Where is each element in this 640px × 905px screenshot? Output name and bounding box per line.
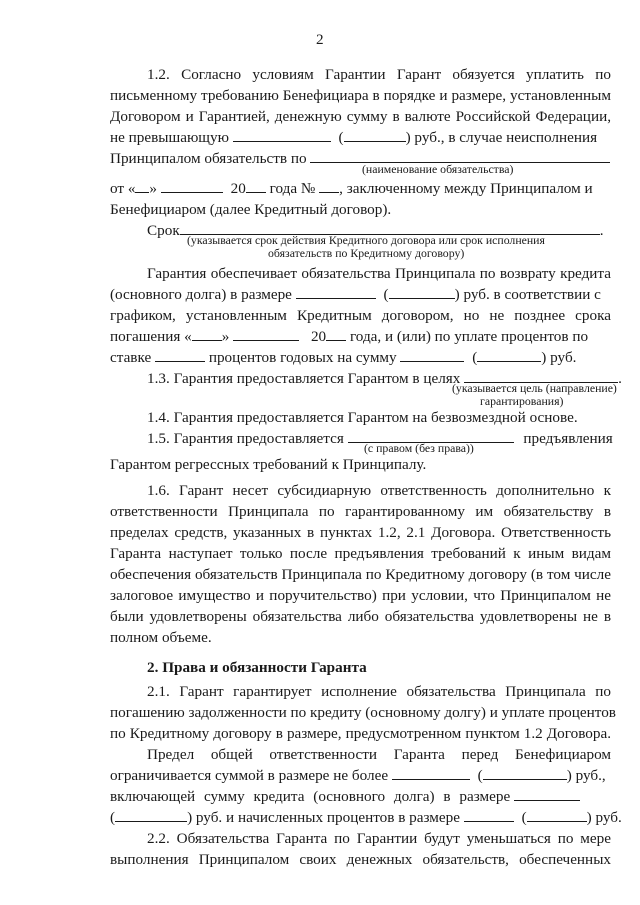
note-purpose-line-1: (указывается цель (направление) <box>452 381 617 395</box>
month-blank[interactable] <box>161 179 223 193</box>
note-term-line-1: (указывается срок действия Кредитного договора или срок исполнения <box>187 233 545 247</box>
paren-open: ( <box>383 286 389 303</box>
text-rub: ) руб. <box>541 349 577 366</box>
interest-amount-words-blank[interactable] <box>477 348 541 362</box>
clause-2-1-line-1: 2.1. Гарант гарантирует исполнение обязательства Принципала по <box>147 683 611 700</box>
secures-line-2 <box>110 285 601 305</box>
rate-blank[interactable] <box>155 348 205 362</box>
clause-1-5-text: 1.5. Гарантия предоставляется <box>147 430 344 447</box>
clause-2-2-line-2: выполнения Принципалом своих денежных обязательств, обеспеченных <box>110 851 611 868</box>
text-rate: ставке <box>110 349 152 366</box>
text-repayment: погашения « <box>110 328 192 345</box>
loan-amount-words-blank[interactable] <box>389 285 455 299</box>
repayment-day-blank[interactable] <box>192 327 222 341</box>
text-rub-nonperformance: ) руб., в случае неисполнения <box>405 129 598 146</box>
limit-amount-words-blank[interactable] <box>483 766 567 780</box>
clause-2-1-line-3: по Кредитному договору в размере, предусмотренном пунктом 1.2 Договора. <box>110 725 611 742</box>
loan-sum-blank[interactable] <box>514 787 580 801</box>
text-concluded-between: , заключенному между Принципалом и <box>339 180 593 197</box>
clause-1-2-line-1: 1.2. Согласно условиям Гарантии Гарант обязуется уплатить по <box>147 66 611 83</box>
paren-open: ( <box>110 809 116 826</box>
loan-amount-blank[interactable] <box>296 285 376 299</box>
quote-close: » <box>149 180 158 197</box>
clause-1-2-line-3: Договором и Гарантией, денежную сумму в валюте Российской Федерации, <box>110 108 611 125</box>
clause-1-2-line-7: Бенефициаром (далее Кредитный договор). <box>110 201 392 218</box>
purpose-period: . <box>618 370 622 387</box>
clause-1-6-line-5: обеспечения обязательств Принципала по Кредитному договору (в том числе <box>110 566 611 583</box>
accrued-interest-blank[interactable] <box>464 808 514 822</box>
page-number: 2 <box>316 31 324 48</box>
clause-1-6-line-2: ответственности Принципала по гарантированному им обязательству в <box>110 503 611 520</box>
clause-1-2-line-6 <box>110 179 593 199</box>
repayment-month-blank[interactable] <box>233 327 299 341</box>
day-blank[interactable] <box>135 179 149 193</box>
amount-blank[interactable] <box>233 128 331 142</box>
text-rub: ) руб. <box>586 809 622 826</box>
year-prefix: 20 <box>310 328 327 345</box>
limit-amount-blank[interactable] <box>392 766 470 780</box>
limit-line-2 <box>110 766 606 786</box>
secures-line-3: графиком, установленным Кредитным договором, но не позднее срока <box>110 307 611 324</box>
note-right: (с правом (без права)) <box>364 441 474 455</box>
clause-1-2-line-5 <box>110 149 610 169</box>
accrued-interest-words-blank[interactable] <box>527 808 587 822</box>
contract-number-blank[interactable] <box>319 179 339 193</box>
note-obligation-name: (наименование обязательства) <box>362 162 514 176</box>
text-rub-accordance: ) руб. в соответствии с <box>454 286 601 303</box>
text-including-loan: включающей сумму кредита (основного долга) в размере <box>110 788 511 805</box>
quote-close: » <box>221 328 230 345</box>
text-principal-obligations: Принципалом обязательств по <box>110 150 307 167</box>
section-2-heading: 2. Права и обязанности Гаранта <box>147 659 367 676</box>
text-not-exceeding: не превышающую <box>110 129 229 146</box>
year-blank[interactable] <box>246 179 266 193</box>
term-period: . <box>599 222 604 239</box>
text-percent-annual: процентов годовых на сумму <box>208 349 397 366</box>
clause-1-3-text: 1.3. Гарантия предоставляется Гарантом в целях <box>147 370 461 387</box>
obligation-name-blank[interactable] <box>310 149 610 163</box>
text-principal-debt: (основного долга) в размере <box>110 286 292 303</box>
clause-1-6-line-1: 1.6. Гарант несет субсидиарную ответственность дополнительно к <box>147 482 611 499</box>
paren-open: ( <box>472 349 478 366</box>
clause-1-6-line-3: пределах средств, указанных в пунктах 1.2, 2.1 Договора. Ответственность <box>110 524 611 541</box>
loan-sum-words-blank[interactable] <box>115 808 187 822</box>
paren-open: ( <box>338 129 344 146</box>
year-prefix: 20 <box>230 180 246 197</box>
note-purpose-line-2: гарантирования) <box>480 394 564 408</box>
secures-line-5 <box>110 348 576 368</box>
text-from: от « <box>110 180 136 197</box>
note-term-line-2: обязательств по Кредитному договору) <box>268 246 465 260</box>
clause-1-2-line-4 <box>110 128 597 148</box>
text-presentation: предъявления <box>523 430 613 447</box>
text-interest: года, и (или) по уплате процентов по <box>349 328 589 345</box>
paren-open: ( <box>477 767 483 784</box>
clause-1-4: 1.4. Гарантия предоставляется Гарантом на безвозмездной основе. <box>147 409 578 426</box>
clause-1-6-line-6: залоговое имущество и поручительство) при условии, что Принципалом не <box>110 587 611 604</box>
paren-open: ( <box>521 809 527 826</box>
clause-1-6-line-8: полном объеме. <box>110 629 212 646</box>
limit-line-4 <box>110 808 622 828</box>
term-label: Срок <box>147 222 180 239</box>
clause-2-2-line-1: 2.2. Обязательства Гаранта по Гарантии будут уменьшаться по мере <box>147 830 611 847</box>
secures-line-4 <box>110 327 588 347</box>
limit-line-1: Предел общей ответственности Гаранта перед Бенефициаром <box>147 746 611 763</box>
clause-2-1-line-2: погашению задолженности по кредиту (основному долгу) и уплате процентов <box>110 704 616 721</box>
text-year-number: года № <box>269 180 316 197</box>
secures-line-1: Гарантия обеспечивает обязательства Принципала по возврату кредита <box>147 265 611 282</box>
amount-words-blank[interactable] <box>344 128 406 142</box>
interest-amount-blank[interactable] <box>400 348 464 362</box>
clause-1-6-line-4: Гаранта наступает только после предъявления требований к иным видам <box>110 545 611 562</box>
clause-1-2-line-2: письменному требованию Бенефициара в порядке и размере, установленным <box>110 87 611 104</box>
clause-1-5-line-2: Гарантом регрессных требований к Принципалу. <box>110 456 427 473</box>
text-rub-accrued-interest: ) руб. и начисленных процентов в размере <box>187 809 460 826</box>
text-rub: ) руб., <box>566 767 606 784</box>
repayment-year-blank[interactable] <box>326 327 346 341</box>
clause-1-6-line-7: были удовлетворены обязательства либо обязательства удовлетворены не в <box>110 608 611 625</box>
limit-line-3 <box>110 787 580 807</box>
text-limited-amount: ограничивается суммой в размере не более <box>110 767 389 784</box>
